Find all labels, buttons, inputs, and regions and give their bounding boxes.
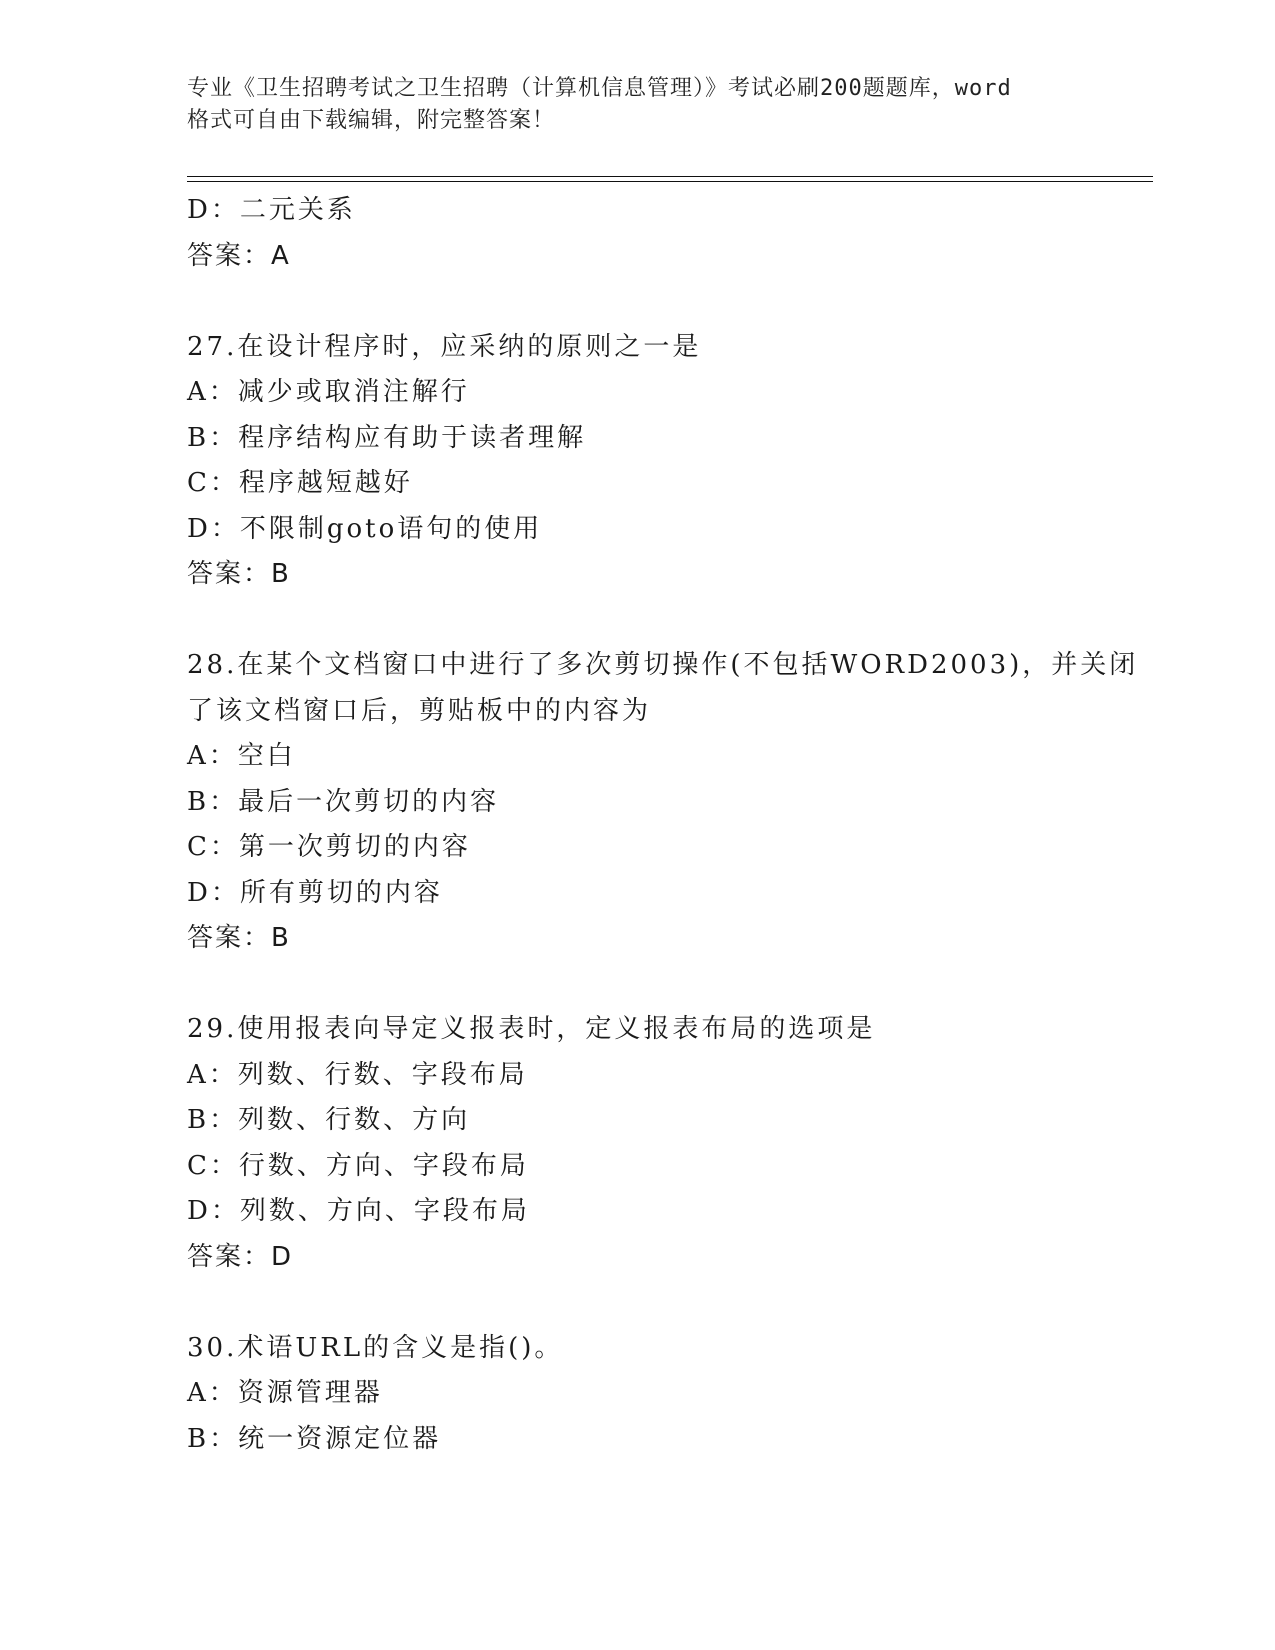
question-stem: 30.术语URL的含义是指()。: [187, 1332, 564, 1363]
option-d: D：不限制goto语句的使用: [187, 513, 543, 544]
option-b: B：程序结构应有助于读者理解: [187, 422, 587, 453]
header-line-2: 格式可自由下载编辑，附完整答案！: [187, 108, 556, 133]
question-stem-line-1: 28.在某个文档窗口中进行了多次剪切操作(不包括WORD2003)，并关闭: [187, 650, 1139, 680]
question-stem: 27.在设计程序时，应采纳的原则之一是: [187, 331, 702, 362]
document-header: [187, 73, 1107, 137]
option-d: D：二元关系: [187, 195, 356, 225]
option-c: C：行数、方向、字段布局: [187, 1150, 529, 1181]
question-30: [187, 1326, 1087, 1463]
question-stem: 29.使用报表向导定义报表时，定义报表布局的选项是: [187, 1014, 876, 1044]
option-b: B：列数、行数、方向: [187, 1105, 471, 1135]
answer: 答案：D: [187, 1241, 294, 1272]
option-a: A：列数、行数、字段布局: [187, 1059, 528, 1090]
option-c: C：第一次剪切的内容: [187, 832, 471, 862]
spacer: [187, 962, 1087, 1008]
option-a: A：空白: [187, 741, 296, 771]
option-b: B：统一资源定位器: [187, 1423, 442, 1454]
answer: 答案：B: [187, 923, 291, 953]
option-d: D：列数、方向、字段布局: [187, 1196, 530, 1226]
option-d: D：所有剪切的内容: [187, 877, 443, 908]
question-28: [187, 643, 1139, 962]
answer: 答案：A: [187, 240, 291, 271]
question-stem-line-2: 了该文档窗口后，剪贴板中的内容为: [187, 695, 652, 726]
option-b: B：最后一次剪切的内容: [187, 786, 500, 817]
question-27: [187, 325, 1087, 598]
option-a: A：减少或取消注解行: [187, 377, 470, 407]
header-line-1: 专业《卫生招聘考试之卫生招聘（计算机信息管理）》考试必刷200题题库，word: [187, 76, 1012, 101]
question-list: [187, 188, 1139, 1462]
header-divider-bottom: [187, 181, 1153, 182]
spacer: [187, 1280, 1087, 1326]
spacer: [187, 279, 1087, 325]
question-29: [187, 1007, 1087, 1280]
header-divider-top: [187, 176, 1153, 177]
spacer: [187, 598, 1087, 644]
option-a: A：资源管理器: [187, 1378, 383, 1408]
option-c: C：程序越短越好: [187, 468, 413, 498]
answer: 答案：B: [187, 559, 291, 589]
